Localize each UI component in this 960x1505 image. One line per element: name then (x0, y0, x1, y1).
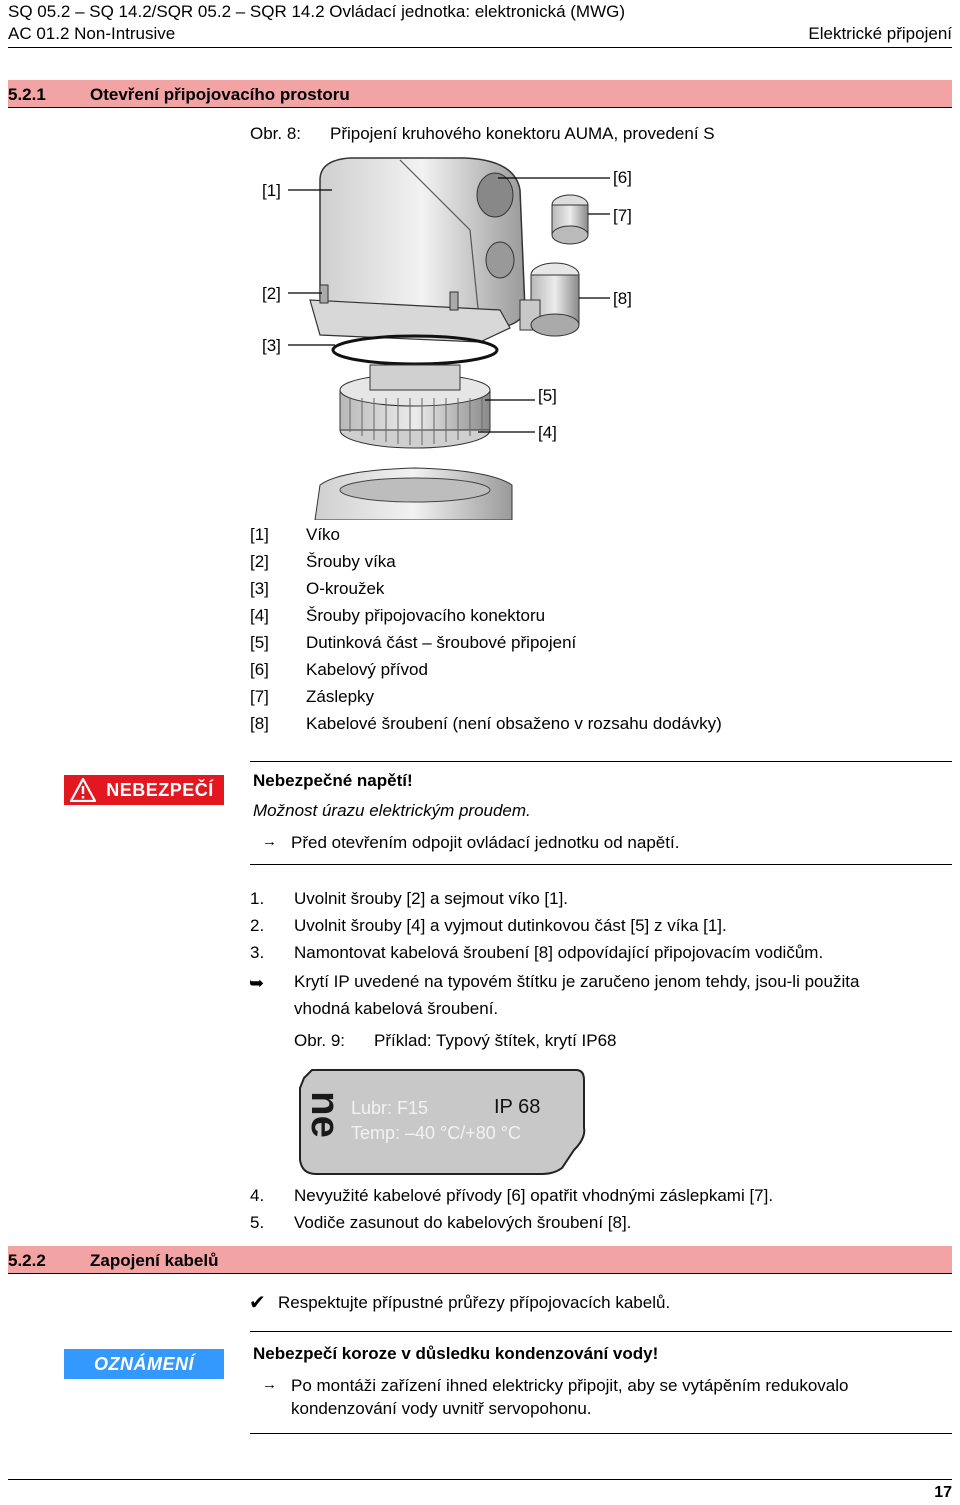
footer-rule (8, 1479, 952, 1480)
section-title: Otevření připojovacího prostoru (90, 85, 350, 104)
callout-6: [6] (613, 168, 632, 187)
plate-temperature: Temp: –40 °C/+80 °C (351, 1123, 521, 1143)
result-line-2: vhodná kabelová šroubení. (294, 999, 499, 1018)
checkmark-icon: ✔ (249, 1292, 266, 1314)
danger-badge (64, 775, 224, 805)
warning-triangle-icon (70, 778, 96, 802)
callout-3: [3] (262, 336, 281, 355)
notice-action-line-2: kondenzování vody uvnitř servopohonu. (291, 1399, 592, 1418)
danger-bottom-rule (250, 864, 952, 865)
danger-badge-label: NEBEZPEČÍ (106, 780, 214, 800)
plate-ip-rating: IP 68 (494, 1096, 541, 1118)
cable-gland-part (520, 263, 579, 336)
callout-1: [1] (262, 181, 281, 200)
arrow-right-icon: → (262, 1376, 277, 1393)
housing-base-part (315, 468, 512, 520)
section-number: 5.2.1 (8, 85, 46, 104)
plug-part (552, 195, 588, 244)
header-chapter: Elektrické připojení (808, 24, 952, 43)
callout-7: [7] (613, 206, 632, 225)
header-product: AC 01.2 Non-Intrusive (8, 24, 176, 43)
cover-part (310, 158, 525, 342)
notice-badge: OZNÁMENÍ (64, 1349, 224, 1379)
page-number: 17 (934, 1484, 952, 1501)
socket-carrier-part (340, 365, 490, 448)
figure-label: Obr. 8: (250, 124, 302, 143)
notice-bottom-rule (250, 1433, 952, 1434)
callout-2: [2] (262, 284, 281, 303)
type-plate (294, 1068, 586, 1176)
notice-top-rule (250, 1331, 952, 1332)
danger-top-rule (250, 761, 952, 762)
figure9-caption: Příklad: Typový štítek, krytí IP68 (374, 1031, 617, 1050)
result-arrow-icon: ➥ (249, 973, 265, 993)
check-text: Respektujte přípustné průřezy přípojovacích kabelů. (278, 1293, 671, 1312)
figure-caption: Připojení kruhového konektoru AUMA, provedení S (330, 124, 715, 143)
notice-title: Nebezpečí koroze v důsledku kondenzování vody! (253, 1344, 659, 1363)
result-line-1: Krytí IP uvedené na typovém štítku je zaručeno jenom tehdy, jsou-li použita (294, 972, 860, 991)
plate-logo: ne (302, 1090, 347, 1138)
header-title: SQ 05.2 – SQ 14.2/SQR 05.2 – SQR 14.2 Ovládací jednotka: elektronická (MWG) (8, 2, 626, 21)
plate-lubricant: Lubr: F15 (351, 1098, 429, 1118)
danger-action: Před otevřením odpojit ovládací jednotku od napětí. (291, 833, 680, 852)
callout-4: [4] (538, 423, 557, 442)
callout-5: [5] (538, 386, 557, 405)
danger-subtitle: Možnost úrazu elektrickým proudem. (253, 801, 531, 820)
figure9-label: Obr. 9: (294, 1031, 346, 1050)
arrow-right-icon: → (262, 833, 277, 850)
section-title: Zapojení kabelů (90, 1251, 219, 1270)
section-number: 5.2.2 (8, 1251, 46, 1270)
connector-exploded-illustration (250, 150, 670, 520)
header-rule (8, 47, 952, 48)
callout-8: [8] (613, 289, 632, 308)
o-ring-part (333, 336, 497, 364)
notice-action-line-1: Po montáži zařízení ihned elektricky připojit, aby se vytápěním redukovalo (291, 1376, 849, 1395)
danger-title: Nebezpečné napětí! (253, 771, 413, 790)
